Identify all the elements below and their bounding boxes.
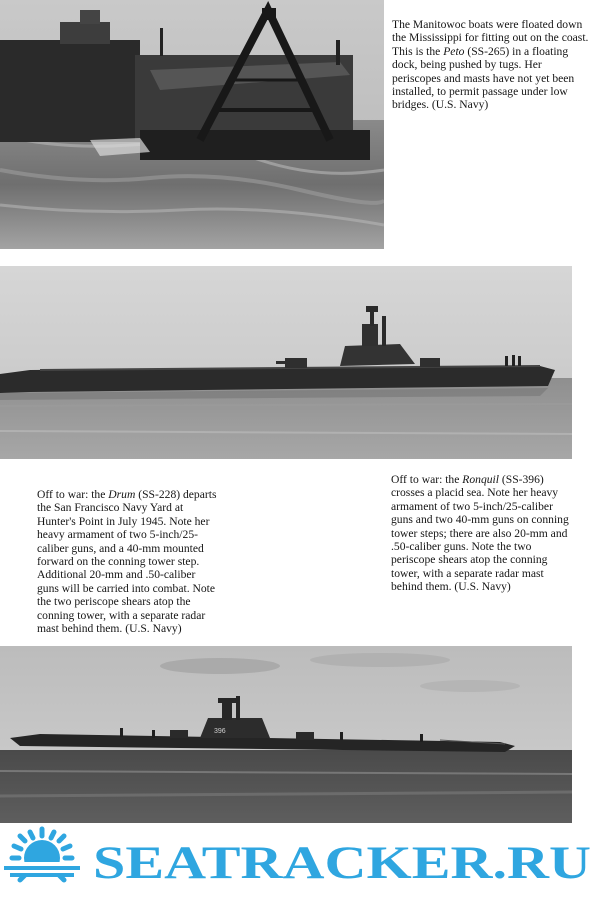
caption-drum: Off to war: the Drum (SS-228) departs the San Francisco Navy Yard at Hunter's Point in July 1945. Note her heavy armament of two 5-inch/25-caliber guns, and a 40-mm mounted forward on the conning tower step. Additional 20-mm and .50-caliber guns will be carried into combat. Note the two periscope shears atop the conning tower, with a separate radar mast behind them. (U.S. Navy) [37,488,217,636]
caption-ronquil: Off to war: the Ronquil (SS-396) crosses a placid sea. Note her heavy armament of two 5-inch/25-caliber guns and two 40-mm guns on conning tower steps; there are also 20-mm and .50-caliber guns. Note the two periscope shears atop the conning tower, with a separate radar mast behind them. (U.S. Navy) [391,473,569,594]
caption-peto: The Manitowoc boats were floated down the Mississippi for fitting out on the coast. This is the Peto (SS-265) in a floating dock, being pushed by tugs. Her periscopes and masts have not yet been installed, to permit passage under low bridges. (U.S. Navy) [392,18,589,112]
watermark-logo [0,826,601,901]
photo-drum [0,646,572,823]
boat-name-ronquil: Ronquil [462,473,499,486]
boat-name-drum: Drum [108,488,136,501]
sun-logo-icon [0,829,84,880]
photo-ronquil [0,266,572,459]
hull-number: 396 [214,728,226,735]
boat-name-peto: Peto [443,44,465,58]
watermark-text: SEATRACKER.RU [93,837,591,889]
photo-peto-floating-dock [0,0,384,249]
